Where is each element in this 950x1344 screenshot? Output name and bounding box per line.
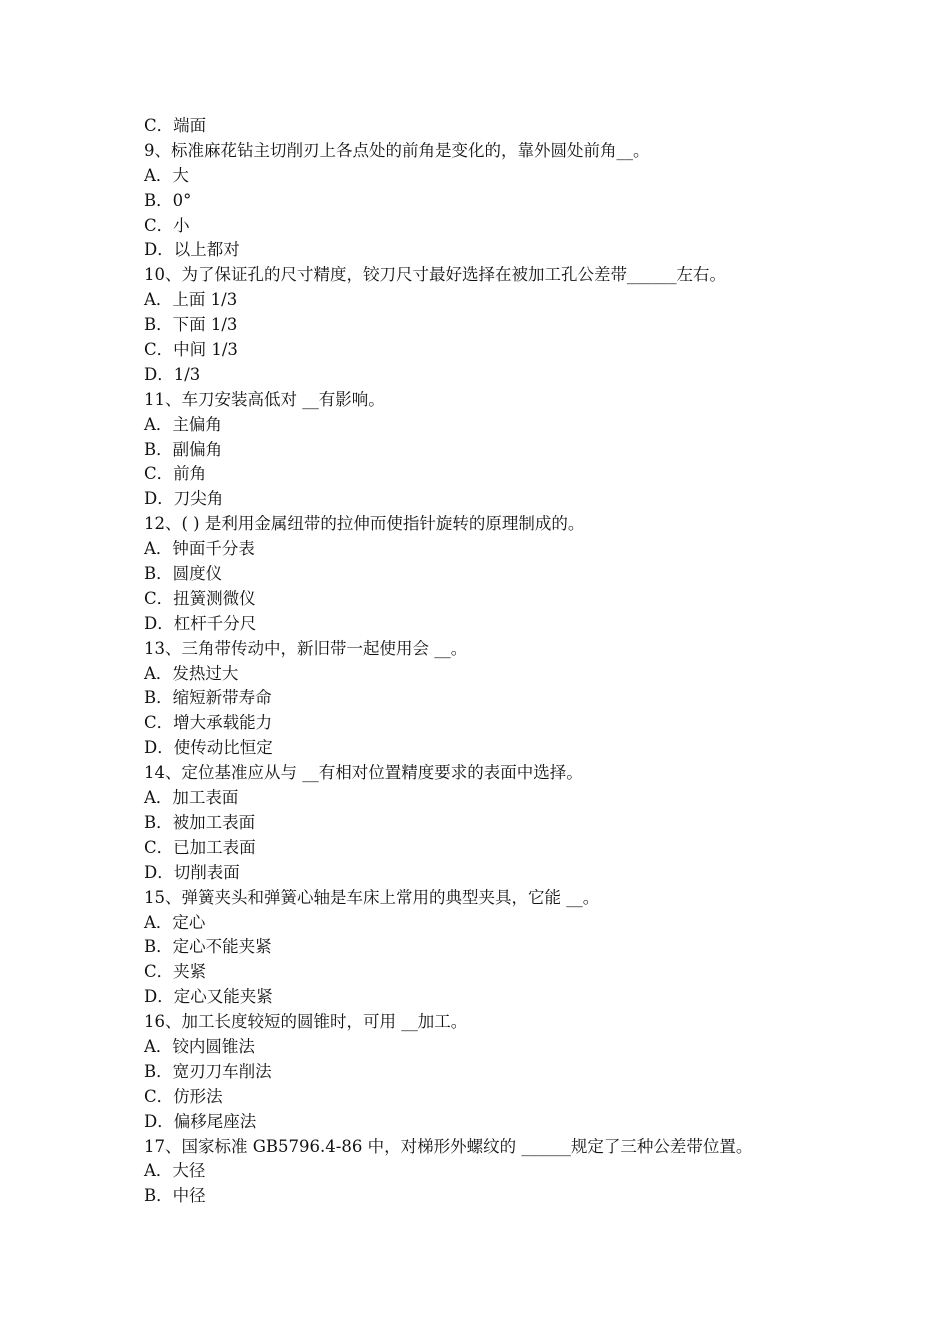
option-c-line: C．已加工表面	[144, 837, 256, 857]
option-a-line: A．上面 1/3	[144, 290, 238, 310]
option-d-line: D．偏移尾座法	[144, 1111, 257, 1131]
option-b-line: B．宽刃刀车削法	[144, 1061, 272, 1081]
question-14: 14、定位基准应从与 __有相对位置精度要求的表面中选择。	[144, 763, 583, 783]
question-12: 12、( ) 是利用金属纽带的拉伸而使指针旋转的原理制成的。	[144, 514, 585, 534]
question-9: 9、标准麻花钻主切削刃上各点处的前角是变化的，靠外圆处前角__。	[144, 140, 650, 160]
option-b-line: B．副偏角	[144, 439, 223, 459]
option-c-line: C．扭簧测微仪	[144, 588, 256, 608]
option-d-line: D．切削表面	[144, 862, 240, 882]
option-a-line: A．加工表面	[144, 788, 239, 808]
question-10: 10、为了保证孔的尺寸精度，铰刀尺寸最好选择在被加工孔公差带______左右。	[144, 265, 726, 285]
option-b-line: B．圆度仪	[144, 564, 223, 584]
option-b-line: B．下面 1/3	[144, 315, 238, 335]
option-c-line: C．增大承载能力	[144, 713, 273, 733]
question-17: 17、国家标准 GB5796.4-86 中，对梯形外螺纹的 ______规定了三种公差带位置。	[144, 1136, 753, 1156]
option-a-line: A．大	[144, 165, 189, 185]
option-a-line: A．主偏角	[144, 414, 222, 434]
option-a-line: A．大径	[144, 1161, 206, 1181]
option-d-line: D．使传动比恒定	[144, 738, 273, 758]
option-c-line: C．中间 1/3	[144, 340, 238, 360]
option-b-line: B．被加工表面	[144, 812, 256, 832]
question-11: 11、车刀安装高低对 __有影响。	[144, 389, 385, 409]
option-d-line: D．杠杆千分尺	[144, 613, 257, 633]
option-a-line: A．定心	[144, 912, 206, 932]
document-body	[144, 114, 844, 1209]
question-16: 16、加工长度较短的圆锥时，可用 __加工。	[144, 1012, 468, 1032]
option-b-line: B．0°	[144, 190, 192, 210]
option-a-line: A．发热过大	[144, 663, 239, 683]
option-d-line: D．以上都对	[144, 240, 240, 260]
option-c-line: C．仿形法	[144, 1086, 223, 1106]
option-b-line: B．定心不能夹紧	[144, 937, 272, 957]
question-15: 15、弹簧夹头和弹簧心轴是车床上常用的典型夹具，它能 __。	[144, 887, 600, 907]
option-c-line: C．前角	[144, 464, 207, 484]
option-a-line: A．钟面千分表	[144, 539, 255, 559]
option-a-line: A．铰内圆锥法	[144, 1036, 255, 1056]
option-c-line: C．夹紧	[144, 962, 207, 982]
option-d-line: D．刀尖角	[144, 489, 224, 509]
option-d-line: D．定心又能夹紧	[144, 987, 273, 1007]
option-c-line: C．端面	[144, 116, 207, 135]
option-b-line: B．缩短新带寿命	[144, 688, 272, 708]
question-13: 13、三角带传动中，新旧带一起使用会 __。	[144, 638, 468, 658]
option-c-line: C．小	[144, 215, 190, 235]
option-d-line: D．1/3	[144, 364, 201, 384]
option-b-line: B．中径	[144, 1186, 206, 1206]
